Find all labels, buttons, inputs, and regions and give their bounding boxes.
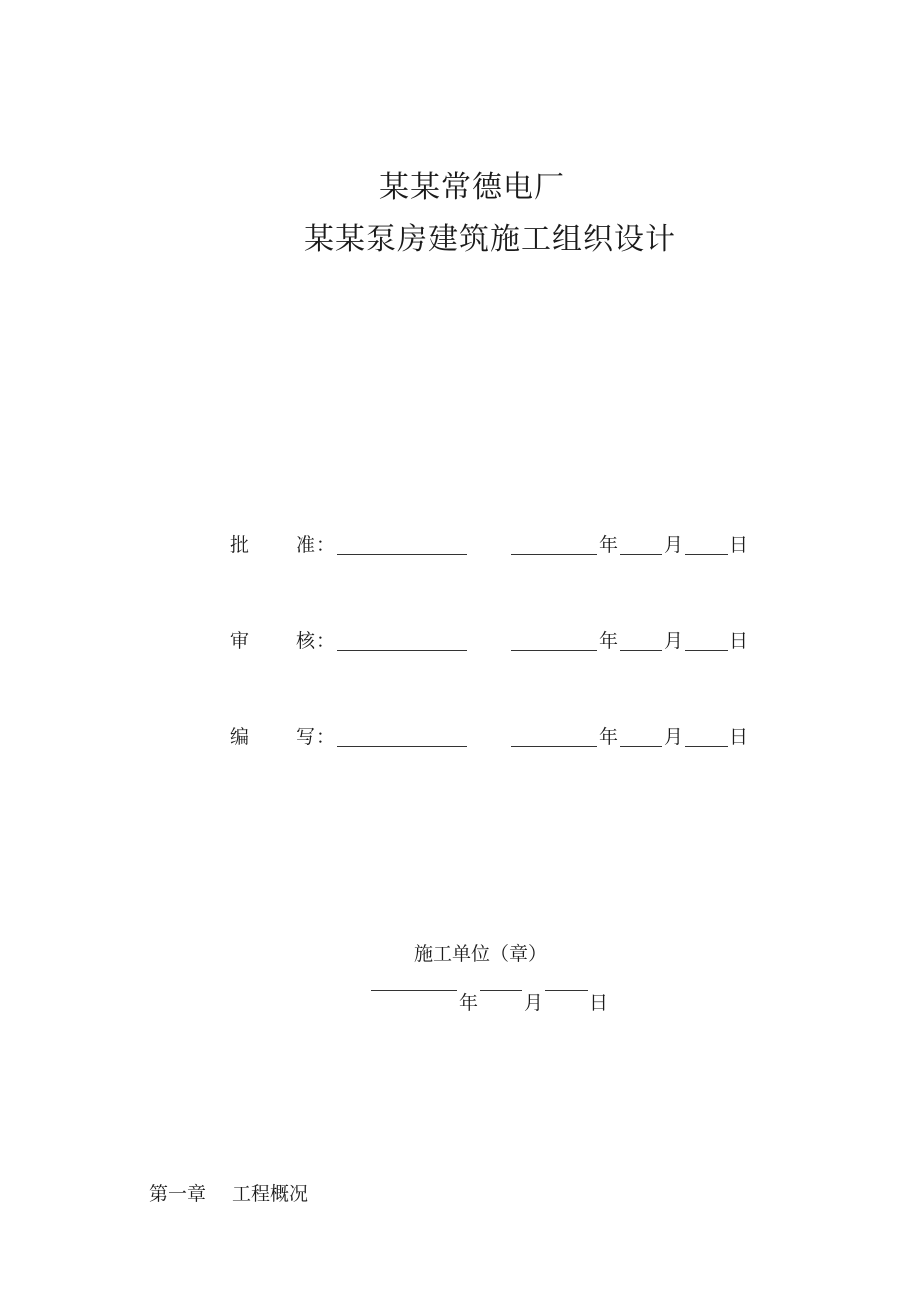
approval-day-line: [685, 554, 728, 555]
review-day-line: [685, 650, 728, 651]
author-year-unit: 年: [599, 726, 619, 748]
review-month-unit: 月: [664, 630, 684, 652]
approval-year-line: [511, 554, 597, 555]
approval-signature-line: [337, 554, 467, 555]
review-year-unit: 年: [599, 630, 619, 652]
document-title-line2: 某某泵房建筑施工组织设计: [304, 222, 676, 257]
approval-day-unit: 日: [729, 534, 749, 556]
review-label-char1: 审: [230, 630, 250, 652]
organization-seal-label: 施工单位（章）: [414, 943, 548, 965]
approval-label-char2: 准: [296, 534, 316, 556]
approval-colon: ：: [316, 534, 336, 556]
review-year-line: [511, 650, 597, 651]
author-label-char1: 编: [230, 726, 250, 748]
author-month-line: [620, 746, 662, 747]
organization-year-unit: 年: [459, 992, 479, 1014]
author-day-line: [685, 746, 728, 747]
document-title-line1: 某某常德电厂: [379, 170, 565, 205]
organization-month-unit: 月: [524, 992, 544, 1014]
approval-label-char1: 批: [230, 534, 250, 556]
review-signature-line: [337, 650, 467, 651]
author-month-unit: 月: [664, 726, 684, 748]
chapter-title: 工程概况: [232, 1183, 309, 1205]
chapter-heading: [149, 1181, 308, 1207]
organization-day-unit: 日: [589, 992, 609, 1014]
approval-month-unit: 月: [664, 534, 684, 556]
review-label-char2: 核: [296, 630, 316, 652]
organization-day-line: [545, 990, 588, 991]
approval-month-line: [620, 554, 662, 555]
review-month-line: [620, 650, 662, 651]
review-row: [0, 628, 920, 654]
review-day-unit: 日: [729, 630, 749, 652]
author-label-char2: 写: [296, 726, 316, 748]
review-colon: ：: [316, 630, 336, 652]
author-colon: ：: [316, 726, 336, 748]
author-signature-line: [337, 746, 467, 747]
organization-month-line: [480, 990, 522, 991]
approval-year-unit: 年: [599, 534, 619, 556]
author-year-line: [511, 746, 597, 747]
organization-year-line: [371, 990, 457, 991]
chapter-number: 第一章: [149, 1183, 207, 1205]
author-row: [0, 724, 920, 750]
approval-row: [0, 532, 920, 558]
organization-date-row: [0, 990, 920, 1016]
author-day-unit: 日: [729, 726, 749, 748]
